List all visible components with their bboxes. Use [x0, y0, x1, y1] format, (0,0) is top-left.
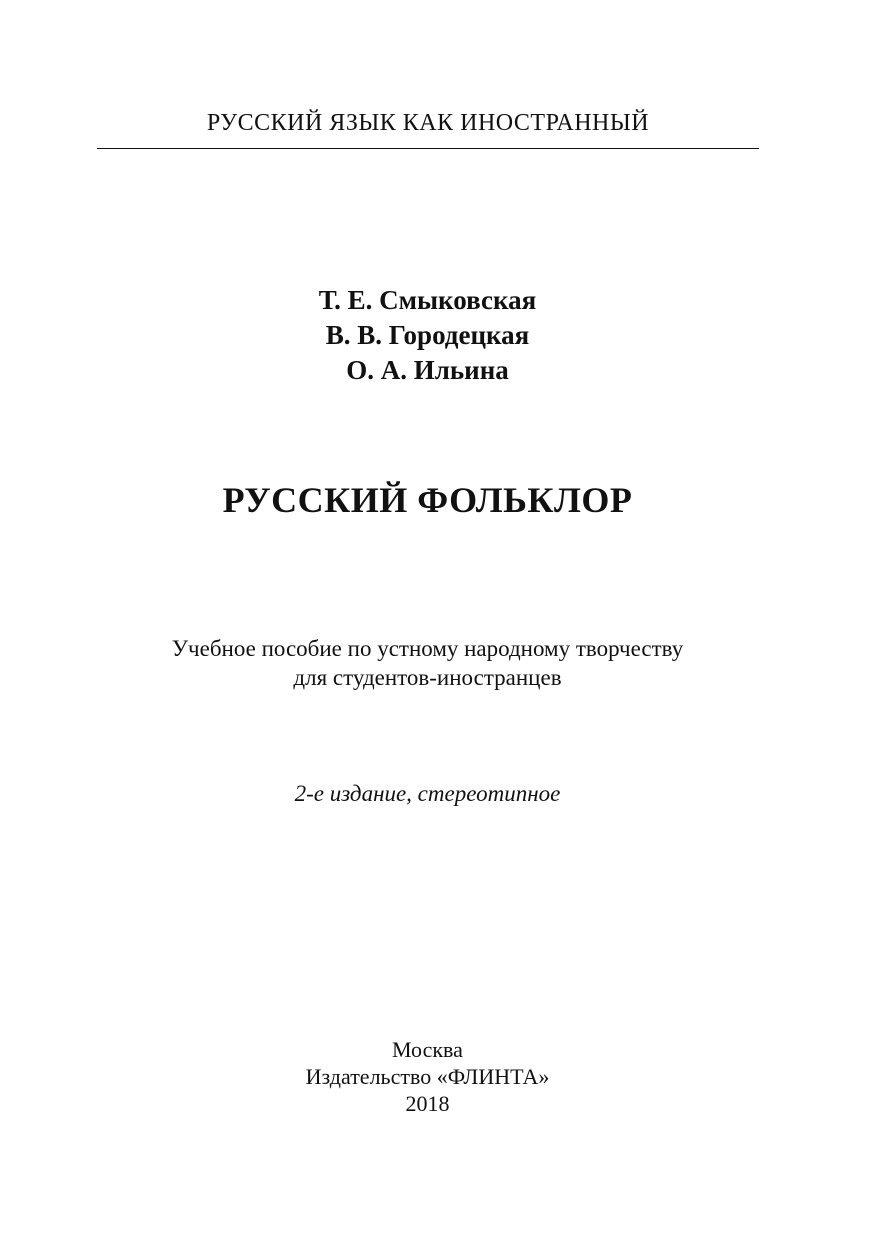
series-title: РУССКИЙ ЯЗЫК КАК ИНОСТРАННЫЙ	[206, 110, 650, 136]
author-name: В. В. Городецкая	[325, 320, 530, 350]
imprint-publisher: Издательство «ФЛИНТА»	[305, 1064, 550, 1089]
imprint-city: Москва	[392, 1037, 463, 1062]
subtitle-line: для студентов-иностранцев	[293, 665, 562, 690]
series-divider	[97, 148, 759, 149]
book-title: РУССКИЙ ФОЛЬКЛОР	[222, 480, 633, 520]
author-name: О. А. Ильина	[346, 355, 509, 385]
edition-note: 2-е издание, стереотипное	[294, 781, 561, 806]
authors-block	[0, 283, 855, 388]
author-name: Т. Е. Смыковская	[318, 285, 537, 315]
imprint-year: 2018	[405, 1091, 450, 1116]
book-subtitle	[0, 634, 855, 692]
subtitle-line: Учебное пособие по устному народному творчеству	[171, 636, 684, 661]
imprint-block	[0, 1036, 855, 1117]
